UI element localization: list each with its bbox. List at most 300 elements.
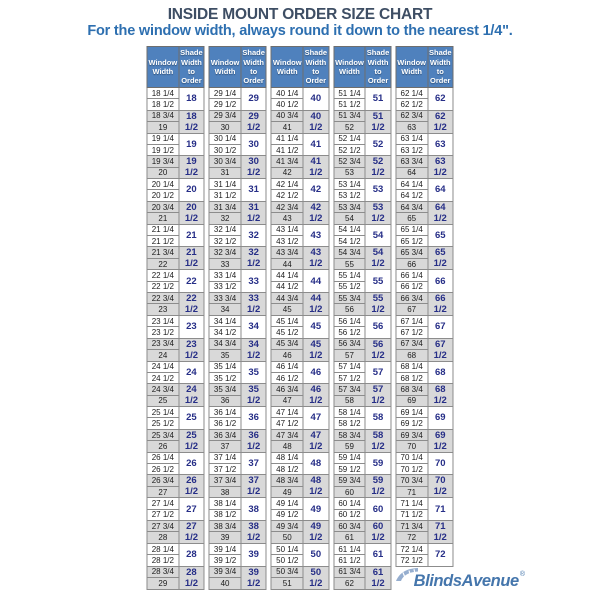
window-width-cell: 72	[396, 532, 428, 544]
window-width-cell: 22 1/4	[147, 270, 179, 281]
window-width-cell: 39 1/4	[209, 543, 241, 554]
window-width-cell: 56	[334, 304, 366, 316]
window-width-cell: 66	[396, 258, 428, 270]
shade-width-cell: 67	[427, 315, 453, 338]
shade-width-cell: 59 1/2	[365, 475, 391, 498]
shade-width-cell: 59	[365, 452, 391, 475]
size-row	[147, 452, 204, 463]
window-width-cell: 45 1/4	[271, 315, 303, 326]
window-width-cell: 70 3/4	[396, 475, 428, 487]
window-width-cell: 64	[396, 167, 428, 179]
size-row	[271, 566, 328, 578]
window-width-cell: 34 3/4	[209, 338, 241, 350]
window-width-cell: 44	[271, 258, 303, 270]
size-row	[334, 201, 391, 213]
header-row	[209, 47, 266, 88]
shade-width-cell: 56	[365, 315, 391, 338]
size-row	[147, 361, 204, 372]
window-width-cell: 21 3/4	[147, 247, 179, 259]
window-width-cell: 61 1/2	[334, 555, 366, 566]
size-chart	[146, 46, 453, 590]
shade-width-cell: 67 1/2	[427, 338, 453, 361]
window-width-cell: 22	[147, 258, 179, 270]
window-width-cell: 33	[209, 258, 241, 270]
size-row	[271, 270, 328, 281]
window-width-cell: 20 1/4	[147, 179, 179, 190]
size-row	[209, 361, 266, 372]
window-width-cell: 72 1/4	[396, 543, 428, 554]
window-width-cell: 35 1/2	[209, 372, 241, 383]
window-width-cell: 33 1/4	[209, 270, 241, 281]
window-width-cell: 53	[334, 167, 366, 179]
window-width-header: Window Width	[271, 47, 303, 88]
window-width-cell: 39 1/2	[209, 555, 241, 566]
window-width-cell: 36	[209, 395, 241, 407]
shade-width-cell: 46	[303, 361, 329, 384]
window-width-cell: 19 3/4	[147, 156, 179, 168]
window-width-cell: 19 1/4	[147, 133, 179, 144]
size-row	[209, 407, 266, 418]
shade-width-cell: 63	[427, 133, 453, 156]
shade-width-cell: 58 1/2	[365, 429, 391, 452]
size-row	[147, 543, 204, 554]
window-width-cell: 58 1/2	[334, 418, 366, 429]
shade-width-cell: 42	[303, 179, 329, 202]
window-width-cell: 52 3/4	[334, 156, 366, 168]
window-width-cell: 32 1/4	[209, 224, 241, 235]
window-width-cell: 40	[209, 578, 241, 590]
window-width-cell: 71 1/4	[396, 498, 428, 509]
window-width-cell: 19	[147, 122, 179, 134]
size-row	[396, 179, 453, 190]
window-width-cell: 23 1/2	[147, 327, 179, 338]
window-width-cell: 48	[271, 441, 303, 453]
window-width-cell: 23 1/4	[147, 315, 179, 326]
window-width-cell: 52 1/2	[334, 144, 366, 155]
size-row	[209, 88, 266, 99]
size-row	[271, 201, 328, 213]
window-width-cell: 54 1/2	[334, 236, 366, 247]
size-row	[271, 498, 328, 509]
window-width-cell: 20	[147, 167, 179, 179]
size-row	[271, 543, 328, 554]
window-width-cell: 43 1/4	[271, 224, 303, 235]
window-width-cell: 18 3/4	[147, 110, 179, 122]
size-row	[147, 384, 204, 396]
shade-width-cell: 69 1/2	[427, 429, 453, 452]
shade-width-cell: 54 1/2	[365, 247, 391, 270]
window-width-cell: 29	[147, 578, 179, 590]
window-width-cell: 29 1/4	[209, 88, 241, 99]
window-width-cell: 28 3/4	[147, 566, 179, 578]
size-row	[396, 224, 453, 235]
shade-width-cell: 60	[365, 498, 391, 521]
shade-width-cell: 48	[303, 452, 329, 475]
size-row	[147, 429, 204, 441]
shade-width-cell: 28 1/2	[179, 566, 205, 589]
window-width-cell: 27	[147, 486, 179, 498]
window-width-cell: 40 1/4	[271, 88, 303, 99]
shade-width-cell: 42 1/2	[303, 201, 329, 224]
window-width-cell: 36 1/4	[209, 407, 241, 418]
size-row	[209, 133, 266, 144]
shade-width-cell: 47	[303, 407, 329, 430]
window-width-cell: 63 3/4	[396, 156, 428, 168]
window-width-cell: 69	[396, 395, 428, 407]
shade-width-cell: 24 1/2	[179, 384, 205, 407]
size-row	[209, 566, 266, 578]
shade-width-cell: 19	[179, 133, 205, 156]
size-row	[396, 361, 453, 372]
size-row	[334, 543, 391, 554]
size-row	[334, 384, 391, 396]
shade-width-cell: 46 1/2	[303, 384, 329, 407]
window-width-cell: 54 1/4	[334, 224, 366, 235]
window-width-cell: 40 1/2	[271, 99, 303, 110]
window-width-cell: 22 3/4	[147, 292, 179, 304]
window-width-cell: 60 1/2	[334, 509, 366, 520]
shade-width-cell: 49 1/2	[303, 520, 329, 543]
shade-width-cell: 23	[179, 315, 205, 338]
size-row	[209, 543, 266, 554]
shade-width-cell: 34	[241, 315, 267, 338]
registered-mark: ®	[519, 571, 525, 578]
window-width-cell: 21	[147, 213, 179, 225]
window-width-cell: 30 1/4	[209, 133, 241, 144]
page-title: INSIDE MOUNT ORDER SIZE CHART	[167, 6, 433, 23]
shade-width-cell: 35	[241, 361, 267, 384]
size-row	[334, 498, 391, 509]
window-width-cell: 60 3/4	[334, 520, 366, 532]
window-width-cell: 65	[396, 213, 428, 225]
size-row	[147, 498, 204, 509]
window-width-cell: 43 3/4	[271, 247, 303, 259]
window-width-cell: 63 1/2	[396, 144, 428, 155]
window-width-cell: 70	[396, 441, 428, 453]
shade-width-cell: 36 1/2	[241, 429, 267, 452]
shade-width-cell: 56 1/2	[365, 338, 391, 361]
shade-width-cell: 69	[427, 407, 453, 430]
window-width-cell: 49	[271, 486, 303, 498]
shade-width-header: Shade Width to Order	[365, 47, 391, 88]
window-width-cell: 55	[334, 258, 366, 270]
shade-width-cell: 50 1/2	[303, 566, 329, 589]
window-width-cell: 55 1/4	[334, 270, 366, 281]
size-row	[334, 156, 391, 168]
window-width-cell: 46 1/4	[271, 361, 303, 372]
size-row	[334, 224, 391, 235]
window-width-cell: 40 3/4	[271, 110, 303, 122]
window-width-cell: 47 1/2	[271, 418, 303, 429]
window-width-cell: 62 1/4	[396, 88, 428, 99]
window-width-cell: 31	[209, 167, 241, 179]
window-width-cell: 50	[271, 532, 303, 544]
shade-width-cell: 48 1/2	[303, 475, 329, 498]
shade-width-cell: 47 1/2	[303, 429, 329, 452]
size-row	[334, 407, 391, 418]
size-row	[271, 315, 328, 326]
window-width-cell: 19 1/2	[147, 144, 179, 155]
shade-width-cell: 27 1/2	[179, 520, 205, 543]
page-subtitle: For the window width, always round it down to the nearest 1/4".	[87, 23, 513, 39]
shade-width-header: Shade Width to Order	[427, 47, 453, 88]
window-width-cell: 33 1/2	[209, 281, 241, 292]
size-row	[334, 566, 391, 578]
window-width-cell: 26	[147, 441, 179, 453]
window-width-cell: 28	[147, 532, 179, 544]
size-row	[334, 270, 391, 281]
window-width-cell: 49 1/2	[271, 509, 303, 520]
window-width-cell: 57	[334, 350, 366, 362]
shade-width-cell: 44 1/2	[303, 292, 329, 315]
shade-width-cell: 38	[241, 498, 267, 521]
shade-width-cell: 57	[365, 361, 391, 384]
size-row	[209, 429, 266, 441]
window-width-cell: 36 1/2	[209, 418, 241, 429]
shade-width-cell: 22 1/2	[179, 292, 205, 315]
shade-width-cell: 31 1/2	[241, 201, 267, 224]
window-width-cell: 66 3/4	[396, 292, 428, 304]
size-row	[271, 384, 328, 396]
window-width-cell: 43 1/2	[271, 236, 303, 247]
shade-width-cell: 60 1/2	[365, 520, 391, 543]
window-width-cell: 48 1/2	[271, 464, 303, 475]
size-row	[147, 566, 204, 578]
window-width-cell: 22 1/2	[147, 281, 179, 292]
size-row	[209, 224, 266, 235]
shade-width-cell: 32	[241, 224, 267, 247]
window-width-cell: 68 3/4	[396, 384, 428, 396]
window-width-cell: 56 1/4	[334, 315, 366, 326]
size-row	[396, 384, 453, 396]
size-row	[209, 498, 266, 509]
shade-width-cell: 38 1/2	[241, 520, 267, 543]
window-width-cell: 52 1/4	[334, 133, 366, 144]
size-row	[396, 88, 453, 99]
window-width-cell: 68 1/2	[396, 372, 428, 383]
size-row	[271, 156, 328, 168]
window-width-cell: 42 1/2	[271, 190, 303, 201]
size-row	[396, 156, 453, 168]
size-row	[209, 270, 266, 281]
shade-width-cell: 32 1/2	[241, 247, 267, 270]
window-width-cell: 71	[396, 486, 428, 498]
window-width-cell: 65 1/2	[396, 236, 428, 247]
window-width-cell: 67 3/4	[396, 338, 428, 350]
window-width-cell: 32 3/4	[209, 247, 241, 259]
shade-width-cell: 62	[427, 88, 453, 111]
window-width-cell: 51 3/4	[334, 110, 366, 122]
size-row	[147, 156, 204, 168]
shade-width-cell: 22	[179, 270, 205, 293]
size-row	[396, 270, 453, 281]
size-row	[147, 338, 204, 350]
size-row	[334, 292, 391, 304]
window-width-cell: 55 1/2	[334, 281, 366, 292]
window-width-cell: 69 3/4	[396, 429, 428, 441]
size-row	[396, 452, 453, 463]
window-width-cell: 45	[271, 304, 303, 316]
size-row	[209, 315, 266, 326]
window-width-header: Window Width	[396, 47, 428, 88]
header-row	[147, 47, 204, 88]
size-row	[334, 110, 391, 122]
window-width-cell: 35	[209, 350, 241, 362]
window-width-cell: 37 1/2	[209, 464, 241, 475]
window-width-cell: 35 3/4	[209, 384, 241, 396]
window-width-header: Window Width	[209, 47, 241, 88]
size-row	[147, 224, 204, 235]
window-width-cell: 23	[147, 304, 179, 316]
size-row	[147, 475, 204, 487]
window-width-header: Window Width	[334, 47, 366, 88]
shade-width-cell: 20 1/2	[179, 201, 205, 224]
window-width-cell: 20 3/4	[147, 201, 179, 213]
window-width-cell: 44 3/4	[271, 292, 303, 304]
size-row	[147, 292, 204, 304]
shade-width-cell: 65	[427, 224, 453, 247]
size-row	[147, 133, 204, 144]
window-width-cell: 51	[271, 578, 303, 590]
size-row	[334, 429, 391, 441]
shade-width-cell: 43	[303, 224, 329, 247]
window-width-cell: 32	[209, 213, 241, 225]
size-row	[396, 338, 453, 350]
shade-width-cell: 49	[303, 498, 329, 521]
logo-text: BlindsAvenue	[413, 572, 519, 590]
shade-width-cell: 25	[179, 407, 205, 430]
window-width-cell: 63	[396, 122, 428, 134]
size-row	[147, 88, 204, 99]
window-width-cell: 27 1/4	[147, 498, 179, 509]
window-width-cell: 60	[334, 486, 366, 498]
shade-width-cell: 52	[365, 133, 391, 156]
shade-width-header: Shade Width to Order	[303, 47, 329, 88]
shade-width-cell: 64	[427, 179, 453, 202]
window-width-cell: 65 1/4	[396, 224, 428, 235]
window-width-cell: 45 1/2	[271, 327, 303, 338]
size-row	[396, 498, 453, 509]
shade-width-cell: 29 1/2	[241, 110, 267, 133]
window-width-cell: 32 1/2	[209, 236, 241, 247]
window-width-cell: 20 1/2	[147, 190, 179, 201]
window-width-cell: 62	[334, 578, 366, 590]
window-width-cell: 28 1/4	[147, 543, 179, 554]
window-width-cell: 48 1/4	[271, 452, 303, 463]
window-width-cell: 25	[147, 395, 179, 407]
window-width-cell: 64 3/4	[396, 201, 428, 213]
window-width-cell: 56 1/2	[334, 327, 366, 338]
size-row	[209, 110, 266, 122]
size-row	[334, 361, 391, 372]
window-width-cell: 59	[334, 441, 366, 453]
shade-width-cell: 43 1/2	[303, 247, 329, 270]
window-width-cell: 58	[334, 395, 366, 407]
size-row	[147, 179, 204, 190]
size-row	[271, 292, 328, 304]
window-width-cell: 23 3/4	[147, 338, 179, 350]
window-width-cell: 66 1/4	[396, 270, 428, 281]
shade-width-cell: 66 1/2	[427, 292, 453, 315]
window-width-cell: 61 1/4	[334, 543, 366, 554]
window-width-cell: 38 1/2	[209, 509, 241, 520]
window-width-cell: 71 1/2	[396, 509, 428, 520]
window-width-cell: 53 3/4	[334, 201, 366, 213]
shade-width-cell: 33	[241, 270, 267, 293]
window-width-cell: 44 1/2	[271, 281, 303, 292]
size-row	[147, 520, 204, 532]
shade-width-cell: 25 1/2	[179, 429, 205, 452]
shade-width-cell: 61 1/2	[365, 566, 391, 589]
shade-width-cell: 28	[179, 543, 205, 566]
shade-width-cell: 68	[427, 361, 453, 384]
size-row	[334, 315, 391, 326]
window-width-cell: 42 3/4	[271, 201, 303, 213]
size-row	[271, 88, 328, 99]
window-width-cell: 26 1/4	[147, 452, 179, 463]
window-width-cell: 38 3/4	[209, 520, 241, 532]
size-row	[396, 475, 453, 487]
window-width-cell: 26 1/2	[147, 464, 179, 475]
size-row	[147, 407, 204, 418]
window-width-cell: 66 1/2	[396, 281, 428, 292]
window-width-cell: 54	[334, 213, 366, 225]
window-width-cell: 60 1/4	[334, 498, 366, 509]
shade-width-cell: 26 1/2	[179, 475, 205, 498]
window-width-cell: 31 1/4	[209, 179, 241, 190]
shade-width-header: Shade Width to Order	[179, 47, 205, 88]
shade-width-cell: 62 1/2	[427, 110, 453, 133]
window-width-cell: 24 1/2	[147, 372, 179, 383]
window-width-cell: 25 1/4	[147, 407, 179, 418]
shade-width-cell: 31	[241, 179, 267, 202]
window-width-cell: 29 3/4	[209, 110, 241, 122]
size-row	[209, 156, 266, 168]
shade-width-cell: 65 1/2	[427, 247, 453, 270]
window-width-cell: 24 3/4	[147, 384, 179, 396]
window-width-cell: 62 1/2	[396, 99, 428, 110]
window-width-cell: 41 3/4	[271, 156, 303, 168]
shade-width-cell: 55	[365, 270, 391, 293]
window-width-cell: 59 1/4	[334, 452, 366, 463]
window-width-cell: 59 3/4	[334, 475, 366, 487]
shade-width-cell: 45	[303, 315, 329, 338]
size-row	[209, 384, 266, 396]
window-width-cell: 27 3/4	[147, 520, 179, 532]
size-row	[209, 452, 266, 463]
size-row	[271, 361, 328, 372]
window-width-cell: 34 1/4	[209, 315, 241, 326]
window-width-cell: 41 1/4	[271, 133, 303, 144]
window-width-cell: 53 1/4	[334, 179, 366, 190]
shade-width-cell: 40	[303, 88, 329, 111]
shade-width-cell: 26	[179, 452, 205, 475]
size-row	[271, 224, 328, 235]
shade-width-cell: 66	[427, 270, 453, 293]
window-width-cell: 21 1/2	[147, 236, 179, 247]
window-width-cell: 26 3/4	[147, 475, 179, 487]
window-width-cell: 44 1/4	[271, 270, 303, 281]
size-row	[396, 520, 453, 532]
size-row	[147, 315, 204, 326]
window-width-cell: 37 1/4	[209, 452, 241, 463]
size-row	[396, 543, 453, 554]
size-row	[209, 338, 266, 350]
window-width-cell: 51 1/4	[334, 88, 366, 99]
window-width-cell: 38 1/4	[209, 498, 241, 509]
shade-width-cell: 71	[427, 498, 453, 521]
header-row	[334, 47, 391, 88]
